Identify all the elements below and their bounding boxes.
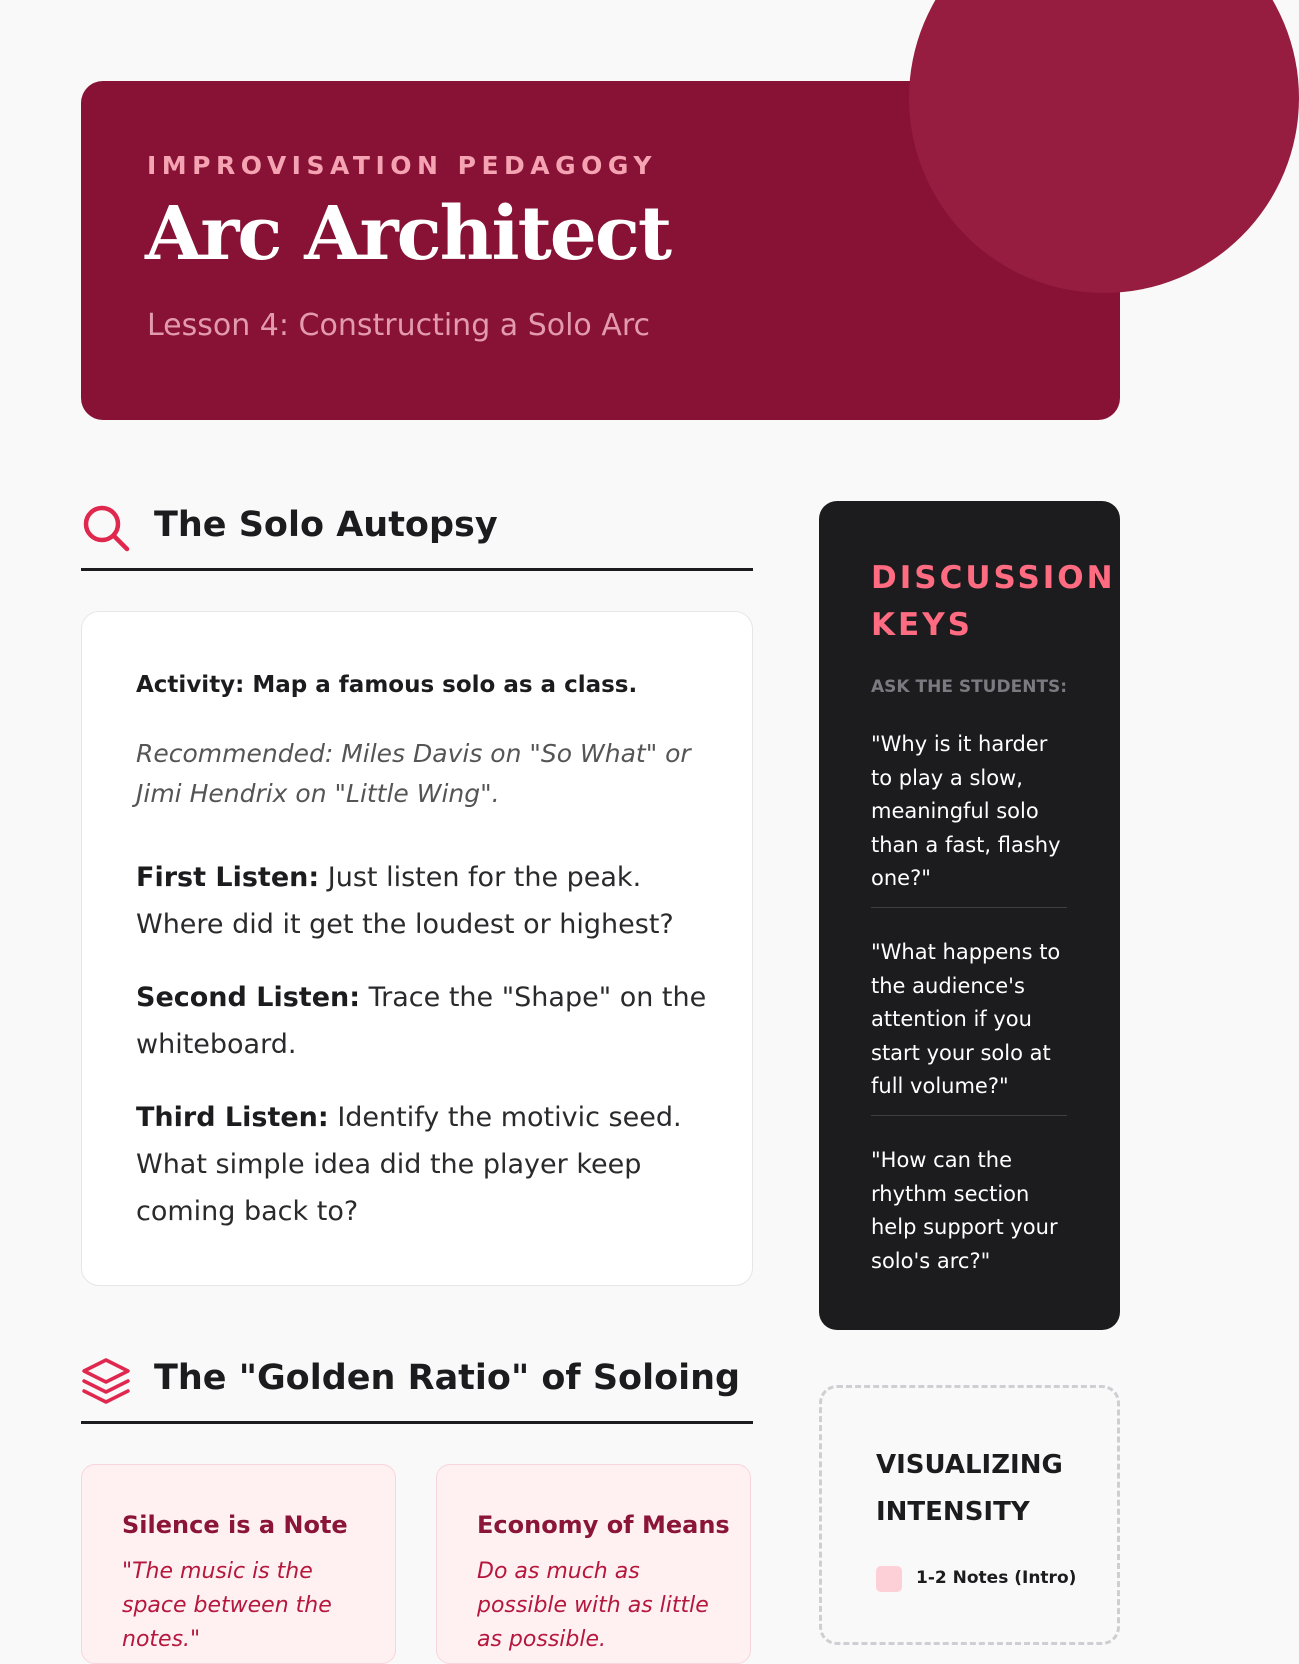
listen-text: Just listen for the peak. Where did it get the loudest or highest? bbox=[136, 862, 674, 940]
divider bbox=[871, 907, 1067, 908]
discussion-label: ASK THE STUDENTS: bbox=[871, 677, 1068, 697]
layers-icon bbox=[81, 1356, 131, 1406]
intensity-title: VISUALIZING INTENSITY bbox=[876, 1450, 1063, 1527]
page-title: Arc Architect bbox=[145, 191, 671, 277]
discussion-question: "What happens to the audience's attention if you start your solo at full volume?" bbox=[871, 940, 1061, 1098]
recommended-tracks: Recommended: Miles Davis on "So What" or Jimi Hendrix on "Little Wing". bbox=[136, 739, 691, 808]
search-icon bbox=[81, 503, 131, 553]
discussion-question: "How can the rhythm section help support your solo's arc?" bbox=[871, 1148, 1058, 1273]
listen-label: First Listen: bbox=[136, 862, 320, 893]
activity-card bbox=[81, 611, 753, 1286]
principle-text: Do as much as possible with as little as possible. bbox=[477, 1559, 709, 1652]
listen-step bbox=[136, 1094, 716, 1235]
listen-label: Second Listen: bbox=[136, 982, 361, 1013]
discussion-title: DISCUSSION KEYS bbox=[871, 560, 1116, 643]
principle-title: Silence is a Note bbox=[122, 1511, 348, 1539]
listen-step bbox=[136, 854, 716, 948]
course-eyebrow: IMPROVISATION PEDAGOGY bbox=[147, 151, 657, 180]
section-title: The "Golden Ratio" of Soloing bbox=[154, 1358, 741, 1398]
intensity-legend-panel bbox=[819, 1385, 1120, 1645]
discussion-question: "Why is it harder to play a slow, meaningful solo than a fast, flashy one?" bbox=[871, 732, 1061, 890]
section-header-golden-ratio bbox=[81, 1354, 753, 1424]
activity-label: Activity: Map a famous solo as a class. bbox=[136, 672, 638, 698]
legend-label: 1-2 Notes (Intro) bbox=[916, 1568, 1077, 1588]
section-header-solo-autopsy bbox=[81, 501, 753, 571]
legend-swatch bbox=[876, 1566, 902, 1592]
divider bbox=[871, 1115, 1067, 1116]
listen-step bbox=[136, 974, 716, 1068]
principle-title: Economy of Means bbox=[477, 1511, 730, 1539]
listen-text: Identify the motivic seed. What simple idea did the player keep coming back to? bbox=[136, 1102, 682, 1227]
discussion-keys-panel bbox=[819, 501, 1120, 1330]
listen-label: Third Listen: bbox=[136, 1102, 329, 1133]
decorative-circle bbox=[909, 0, 1299, 293]
principle-card bbox=[81, 1464, 396, 1664]
listen-text: Trace the "Shape" on the whiteboard. bbox=[136, 982, 707, 1060]
lesson-subtitle: Lesson 4: Constructing a Solo Arc bbox=[147, 308, 651, 343]
principle-text: "The music is the space between the notes." bbox=[122, 1559, 332, 1652]
principle-card bbox=[436, 1464, 751, 1664]
lesson-header bbox=[81, 81, 1120, 420]
section-title: The Solo Autopsy bbox=[154, 505, 498, 545]
